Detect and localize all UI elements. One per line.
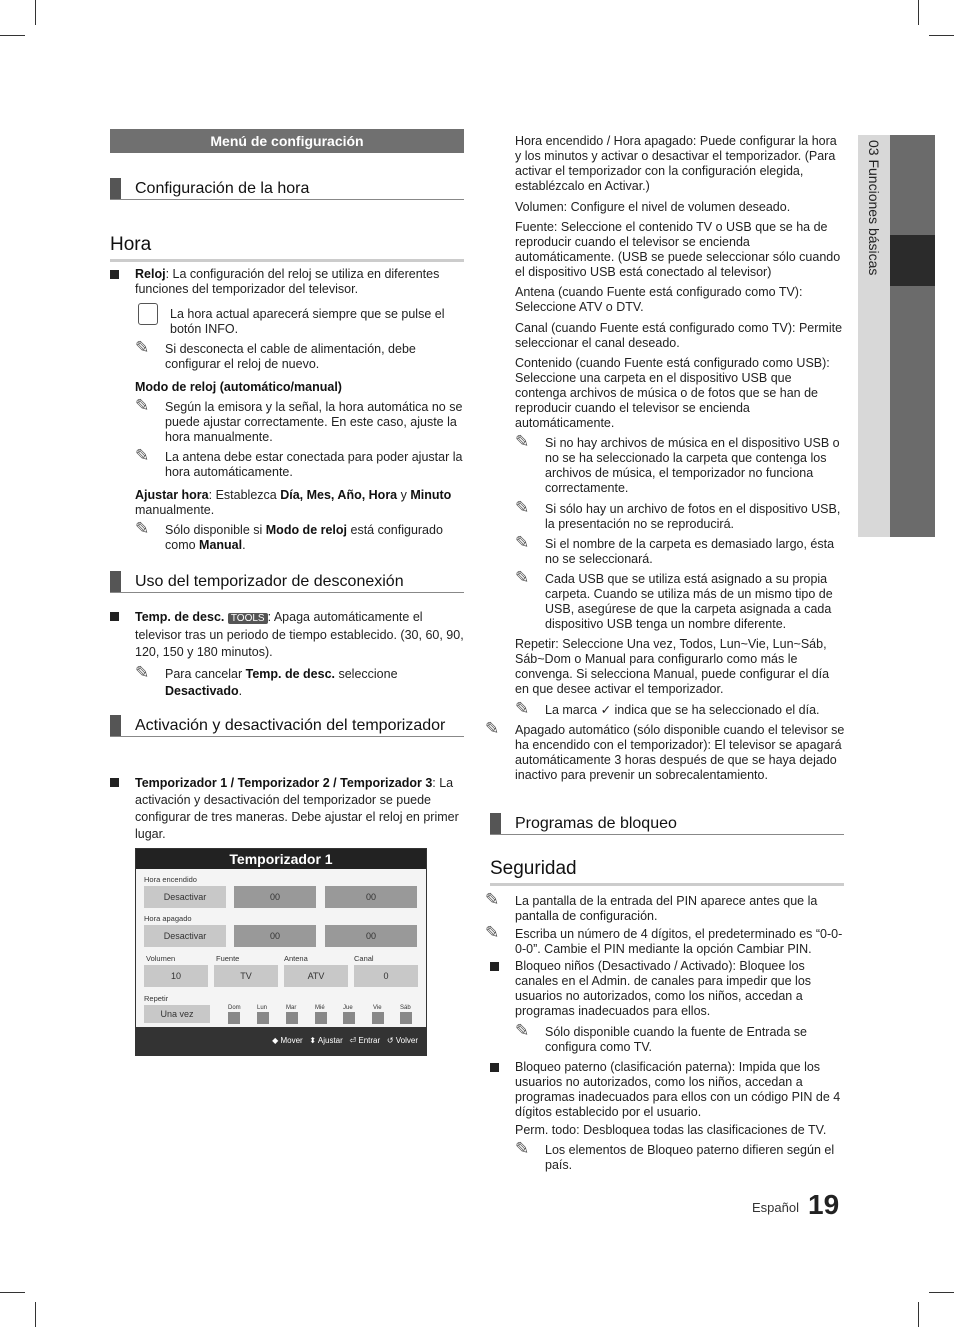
label: Volumen — [146, 954, 176, 963]
note: ✎ Si el nombre de la carpeta es demasiado largo, ésta no se seleccionará. — [515, 533, 835, 566]
bullet-item: Bloqueo paterno (clasificación paterna): Impida que los usuarios no autorizados, como los niños, accedan a programas inadecuados para ellos con un código PIN de 4 dígitos establecido por el usuario. — [515, 1060, 846, 1120]
note: ✎ Si no hay archivos de música en el dispositivo USB o no se ha seleccionado la carpeta que contenga los archivos de música, el temporizador no funciona correctamente. — [515, 432, 840, 495]
day-label: Mié — [315, 1005, 325, 1011]
ajustar-item: Ajustar hora: Establezca Día, Mes, Año, Hora y Minuto manualmente. — [135, 488, 452, 517]
crop-mark — [929, 35, 954, 36]
day-label: Vie — [373, 1005, 382, 1011]
day-label: Dom — [228, 1005, 241, 1011]
field: 00 — [325, 886, 417, 908]
label: Fuente — [216, 954, 240, 963]
chapter-tab-dark — [890, 135, 935, 537]
crop-mark — [929, 1292, 954, 1293]
pencil-icon: ✎ — [515, 432, 530, 452]
crop-mark — [918, 0, 919, 25]
note: ✎ Cada USB que se utiliza está asignado a su propia carpeta. Cuando se utiliza más de un mismo tipo de USB, asegúrese de que la carpeta asignada a cada dispositivo USB tenga un nombre diferente. — [515, 568, 833, 631]
chapter-tab-marker — [890, 235, 935, 286]
paragraph: Canal (cuando Fuente está configurado como TV): Permite seleccionar el canal deseado. — [515, 321, 843, 350]
heading-hora: Hora — [110, 233, 464, 262]
heading-seguridad: Seguridad — [490, 857, 844, 886]
pencil-icon: ✎ — [515, 498, 530, 518]
field: 0 — [354, 965, 418, 987]
label: Hora apagado — [144, 914, 192, 923]
paragraph: Antena (cuando Fuente está configurado como TV): Seleccione ATV o DTV. — [515, 285, 803, 314]
paragraph: Contenido (cuando Fuente está configurado como USB): Seleccione una carpeta en el dispositivo USB que contenga archivos de música o de fotos que se han de reproducir cuando el televisor se encienda automáticamente. — [515, 356, 830, 430]
paragraph: Repetir: Seleccione Una vez, Todos, Lun~Vie, Lun~Sáb, Sáb~Dom o Manual para configurarlo como más le convenga. Si selecciona Manual, puede configurar el día en que desee activar el temporizador. — [515, 637, 830, 696]
tv-menu-title: Temporizador 1 — [136, 849, 426, 869]
footer-language: Español — [752, 1200, 799, 1215]
pencil-icon: ✎ — [515, 1021, 530, 1041]
label: Canal — [354, 954, 374, 963]
day-checkbox — [286, 1012, 298, 1024]
note: ✎ La pantalla de la entrada del PIN aparece antes que la pantalla de configuración. — [485, 890, 818, 923]
label: Hora encendido — [144, 875, 197, 884]
pencil-icon: ✎ — [485, 923, 500, 943]
note: ✎ Escriba un número de 4 dígitos, el predeterminado es “0-0-0-0”. Cambie el PIN mediante la opción Cambiar PIN. — [485, 923, 843, 956]
chapter-title: 03 Funciones básicas — [866, 140, 882, 276]
info-note: La hora actual aparecerá siempre que se pulse el botón INFO. — [170, 307, 464, 337]
note: ✎ Sólo disponible si Modo de reloj está configurado como Manual. — [135, 519, 443, 552]
note: ✎ La marca ✓ indica que se ha seleccionado el día. — [515, 699, 820, 719]
day-label: Sáb — [400, 1005, 411, 1011]
tv-menu-footer: ◆ Mover ⬍ Ajustar ⏎ Entrar ↺ Volver — [136, 1027, 426, 1055]
paragraph: Volumen: Configure el nivel de volumen deseado. — [515, 200, 791, 214]
note: ✎ Según la emisora y la señal, la hora automática no se puede ajustar correctamente. En este caso, ajuste la hora manualmente. — [135, 396, 463, 444]
crop-mark — [35, 0, 36, 25]
pencil-icon: ✎ — [515, 533, 530, 553]
field: Una vez — [144, 1005, 210, 1023]
field: 10 — [144, 965, 208, 987]
subheading-lock: Programas de bloqueo — [490, 813, 844, 835]
subheading-clock: Configuración de la hora — [110, 178, 464, 200]
day-label: Mar — [286, 1005, 297, 1011]
field: TV — [214, 965, 278, 987]
modo-label: Modo de reloj (automático/manual) — [135, 380, 342, 394]
crop-mark — [0, 35, 25, 36]
field: 00 — [234, 925, 316, 947]
subheading-sleep: Uso del temporizador de desconexión — [110, 571, 464, 593]
pencil-icon: ✎ — [515, 699, 530, 719]
note: ✎ Sólo disponible cuando la fuente de Entrada se configura como TV. — [515, 1021, 807, 1054]
pencil-icon: ✎ — [135, 446, 150, 466]
day-label: Lun — [257, 1005, 268, 1011]
subheading-timer: Activación y desactivación del temporizador — [110, 715, 464, 737]
note: ✎ La antena debe estar conectada para poder ajustar la hora automáticamente. — [135, 446, 463, 479]
paragraph: Fuente: Seleccione el contenido TV o USB que se ha de reproducir cuando el televisor se encienda automáticamente. (USB se puede seleccionar sólo cuando el dispositivo USB está conectado al televisor) — [515, 220, 841, 279]
crop-mark — [0, 1292, 25, 1293]
timer-item: Temporizador 1 / Temporizador 2 / Temporizador 3: La activación y desactivación del temporizador se puede configurar de tres maneras. Debe ajustar el reloj en primer lugar. — [135, 775, 464, 843]
note: ✎ Si sólo hay un archivo de fotos en el dispositivo USB, la presentación no se reproducirá. — [515, 498, 841, 531]
note: ✎ Los elementos de Bloqueo paterno difieren según el país. — [515, 1139, 835, 1172]
note: ✎ Si desconecta el cable de alimentación, debe configurar el reloj de nuevo. — [135, 338, 416, 371]
section-banner: Menú de configuración — [110, 129, 464, 153]
note: ✎ Para cancelar Temp. de desc. seleccione Desactivado. — [135, 663, 398, 698]
pencil-icon: ✎ — [485, 719, 500, 739]
pencil-icon: ✎ — [135, 663, 150, 683]
field: ATV — [284, 965, 348, 987]
day-checkbox — [315, 1012, 327, 1024]
day-checkbox — [228, 1012, 240, 1024]
day-checkbox — [372, 1012, 384, 1024]
label: Antena — [284, 954, 308, 963]
pencil-icon: ✎ — [485, 890, 500, 910]
temp-item: Temp. de desc. TOOLS : Apaga automáticamente el televisor tras un periodo de tiempo establecido. (30, 60, 90, 120, 150 y 180 minutos). — [135, 610, 464, 659]
pencil-icon: ✎ — [515, 568, 530, 588]
field: 00 — [325, 925, 417, 947]
field: Desactivar — [144, 925, 226, 947]
page-number: 19 — [808, 1189, 840, 1220]
hand-icon — [138, 303, 158, 325]
tools-badge: TOOLS — [228, 613, 268, 624]
timer-menu-screenshot — [135, 848, 427, 1056]
day-checkbox — [400, 1012, 412, 1024]
paragraph: Hora encendido / Hora apagado: Puede configurar la hora y los minutos y activar o desactivar el temporizador. (Para activar el temporizador con la configuración elegida, establézcalo en Activar.) — [515, 134, 837, 193]
day-checkbox — [257, 1012, 269, 1024]
day-label: Jue — [343, 1005, 353, 1011]
field: 00 — [234, 886, 316, 908]
label: Repetir — [144, 994, 169, 1003]
pencil-icon: ✎ — [135, 338, 150, 358]
crop-mark — [35, 1302, 36, 1327]
note: ✎ Apagado automático (sólo disponible cuando el televisor se ha encendido con el temporizador): El televisor se apagará automáticamente 3 horas después de que se haya dejado inactivo para prevenir un sobrecalentamiento. — [485, 719, 845, 782]
pencil-icon: ✎ — [135, 519, 150, 539]
paragraph: Perm. todo: Desbloquea todas las clasificaciones de TV. — [515, 1123, 827, 1137]
pencil-icon: ✎ — [515, 1139, 530, 1159]
bullet-item: Bloqueo niños (Desactivado / Activado): Bloquee los canales en el Admin. de canales para impedir que los usuarios no autorizados, como los niños, accedan a programas inadecuados para ellos. — [515, 959, 846, 1019]
day-checkbox — [343, 1012, 355, 1024]
crop-mark — [918, 1302, 919, 1327]
pencil-icon: ✎ — [135, 396, 150, 416]
field: Desactivar — [144, 886, 226, 908]
reloj-item: Reloj: La configuración del reloj se utiliza en diferentes funciones del temporizador del televisor. — [135, 267, 464, 297]
